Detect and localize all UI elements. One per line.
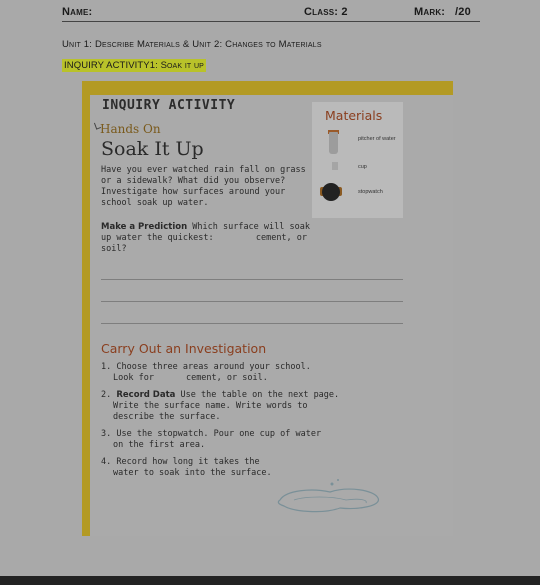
pitcher-icon [329, 132, 338, 154]
materials-box [312, 102, 403, 218]
hands-on-label: Hands On [100, 122, 161, 136]
answer-line [101, 323, 403, 324]
material-pitcher: pitcher of water [358, 136, 396, 142]
stopwatch-icon [322, 183, 340, 201]
unit-line: Unit 1: Describe Materials & Unit 2: Changes to Materials [62, 39, 322, 50]
step-3: 3. Use the stopwatch. Pour one cup of water on the first area. [101, 429, 322, 450]
class-label: Class: 2 [304, 6, 348, 18]
water-puddle-icon [272, 476, 387, 516]
worksheet-header [62, 6, 480, 22]
materials-title: Materials [325, 108, 383, 123]
prediction-label: Make a Prediction [101, 222, 188, 232]
intro-paragraph: Have you ever watched rain fall on grass or a sidewalk? What did you observe? Investigate how surfaces around your school soak up water. [101, 165, 306, 208]
prediction-text-1: Which surface will soak up water the quickest: [101, 222, 310, 243]
mark-value: /20 [455, 6, 471, 18]
prediction-paragraph [101, 222, 316, 255]
material-stopwatch: stopwatch [358, 189, 383, 195]
name-label: Name: [62, 6, 93, 18]
prediction-text-2: cement, or soil? [101, 233, 308, 254]
page-title: Soak It Up [101, 138, 204, 160]
cup-icon [332, 162, 338, 170]
step-4: 4. Record how long it takes the water to soak into the surface. [101, 457, 272, 478]
answer-line [101, 301, 403, 302]
carry-out-heading: Carry Out an Investigation [101, 341, 267, 356]
mark-label: Mark: [414, 6, 446, 18]
step-2: 2. Record Data Use the table on the next page. Write the surface name. Write words to describe the surface. [101, 390, 340, 422]
activity-highlight: INQUIRY ACTIVITY1: Soak it up [64, 60, 204, 71]
material-cup: cup [358, 164, 367, 170]
bottom-bar [0, 576, 540, 585]
answer-line [101, 279, 403, 280]
step-1: 1. Choose three areas around your school. Look for cement, or soil. [101, 362, 311, 383]
header-underline [62, 21, 480, 22]
inquiry-banner: INQUIRY ACTIVITY [102, 98, 236, 113]
steps-list [101, 362, 341, 485]
copyright-note [412, 321, 422, 471]
textbook-page [82, 81, 453, 536]
